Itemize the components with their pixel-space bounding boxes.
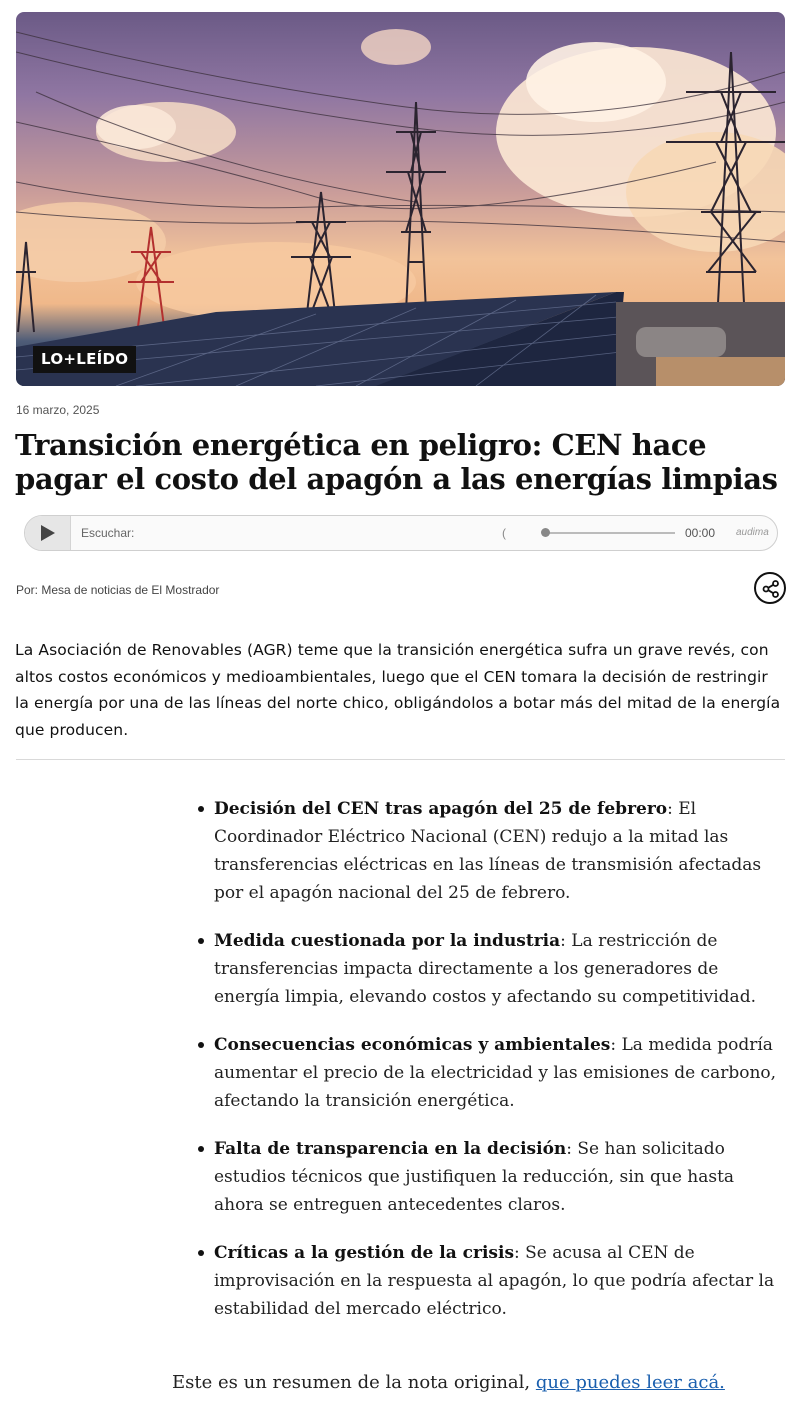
- publish-date: 16 marzo, 2025: [16, 403, 100, 417]
- audio-player: [24, 515, 778, 551]
- article-lede: La Asociación de Renovables (AGR) teme que la transición energética sufra un grave revés, con altos costos económicos y medioambientales, luego que el CEN tomara la decisión de restringir la energía por una de las líneas del norte chico, obligándolos a botar más del mitad de la energía que producen.: [15, 641, 781, 739]
- bullet-heading: Falta de transparencia en la decisión: [214, 1139, 567, 1159]
- bullet-dot: [198, 806, 204, 812]
- bullet-text: : La restricción de transferencias impacta directamente a los generadores de energía limpia, elevando costos y afectando su competitividad.: [214, 931, 756, 1007]
- summary-text: Este es un resumen de la nota original,: [172, 1372, 536, 1393]
- most-read-badge: LO+LEÍDO: [33, 346, 136, 373]
- bullet-heading: Decisión del CEN tras apagón del 25 de febrero: [214, 799, 668, 819]
- share-button[interactable]: [754, 572, 786, 604]
- bullet-heading: Críticas a la gestión de la crisis: [214, 1243, 515, 1263]
- bullet-dot: [198, 938, 204, 944]
- bullet-dot: [198, 1042, 204, 1048]
- list-item: [196, 1135, 786, 1219]
- byline: Por: Mesa de noticias de El Mostrador: [16, 583, 220, 597]
- bullet-text: : Se acusa al CEN de improvisación en la respuesta al apagón, lo que podría afectar la estabilidad del mercado eléctrico.: [214, 1243, 775, 1319]
- bullet-dot: [198, 1250, 204, 1256]
- bullet-dot: [198, 1146, 204, 1152]
- list-item: [196, 927, 786, 1011]
- hero-illustration: [16, 12, 785, 386]
- original-note-line: [172, 1372, 725, 1393]
- list-item: [196, 1031, 786, 1115]
- bullet-text: : La medida podría aumentar el precio de la electricidad y las emisiones de carbono, afectando la transición energética.: [214, 1035, 777, 1111]
- summary-bullet-list: [196, 795, 786, 1343]
- progress-track[interactable]: [545, 532, 675, 534]
- list-item: [196, 1239, 786, 1323]
- bullet-text: : El Coordinador Eléctrico Nacional (CEN) redujo a la mitad las transferencias eléctricas en las líneas de transmisión afectadas por el apagón nacional del 25 de febrero.: [214, 799, 762, 903]
- audima-logo: audima: [736, 527, 769, 538]
- player-time: 00:00: [685, 526, 716, 540]
- bullet-text: : Se han solicitado estudios técnicos que justifiquen la reducción, sin que hasta ahora se entreguen antecedentes claros.: [214, 1139, 735, 1215]
- share-icon: [762, 580, 780, 598]
- divider: [16, 759, 785, 760]
- play-icon: [40, 524, 56, 542]
- bullet-heading: Consecuencias económicas y ambientales: [214, 1035, 611, 1055]
- list-item: [196, 795, 786, 907]
- listen-label: Escuchar:: [81, 526, 135, 540]
- player-title-marquee: (: [502, 526, 506, 540]
- hero-image[interactable]: [16, 12, 785, 386]
- original-note-link[interactable]: que puedes leer acá.: [535, 1372, 725, 1393]
- progress-knob[interactable]: [541, 528, 550, 537]
- article-title: Transición energética en peligro: CEN hace pagar el costo del apagón a las energías limpias: [15, 428, 778, 496]
- play-button[interactable]: [25, 516, 71, 550]
- bullet-heading: Medida cuestionada por la industria: [214, 931, 561, 951]
